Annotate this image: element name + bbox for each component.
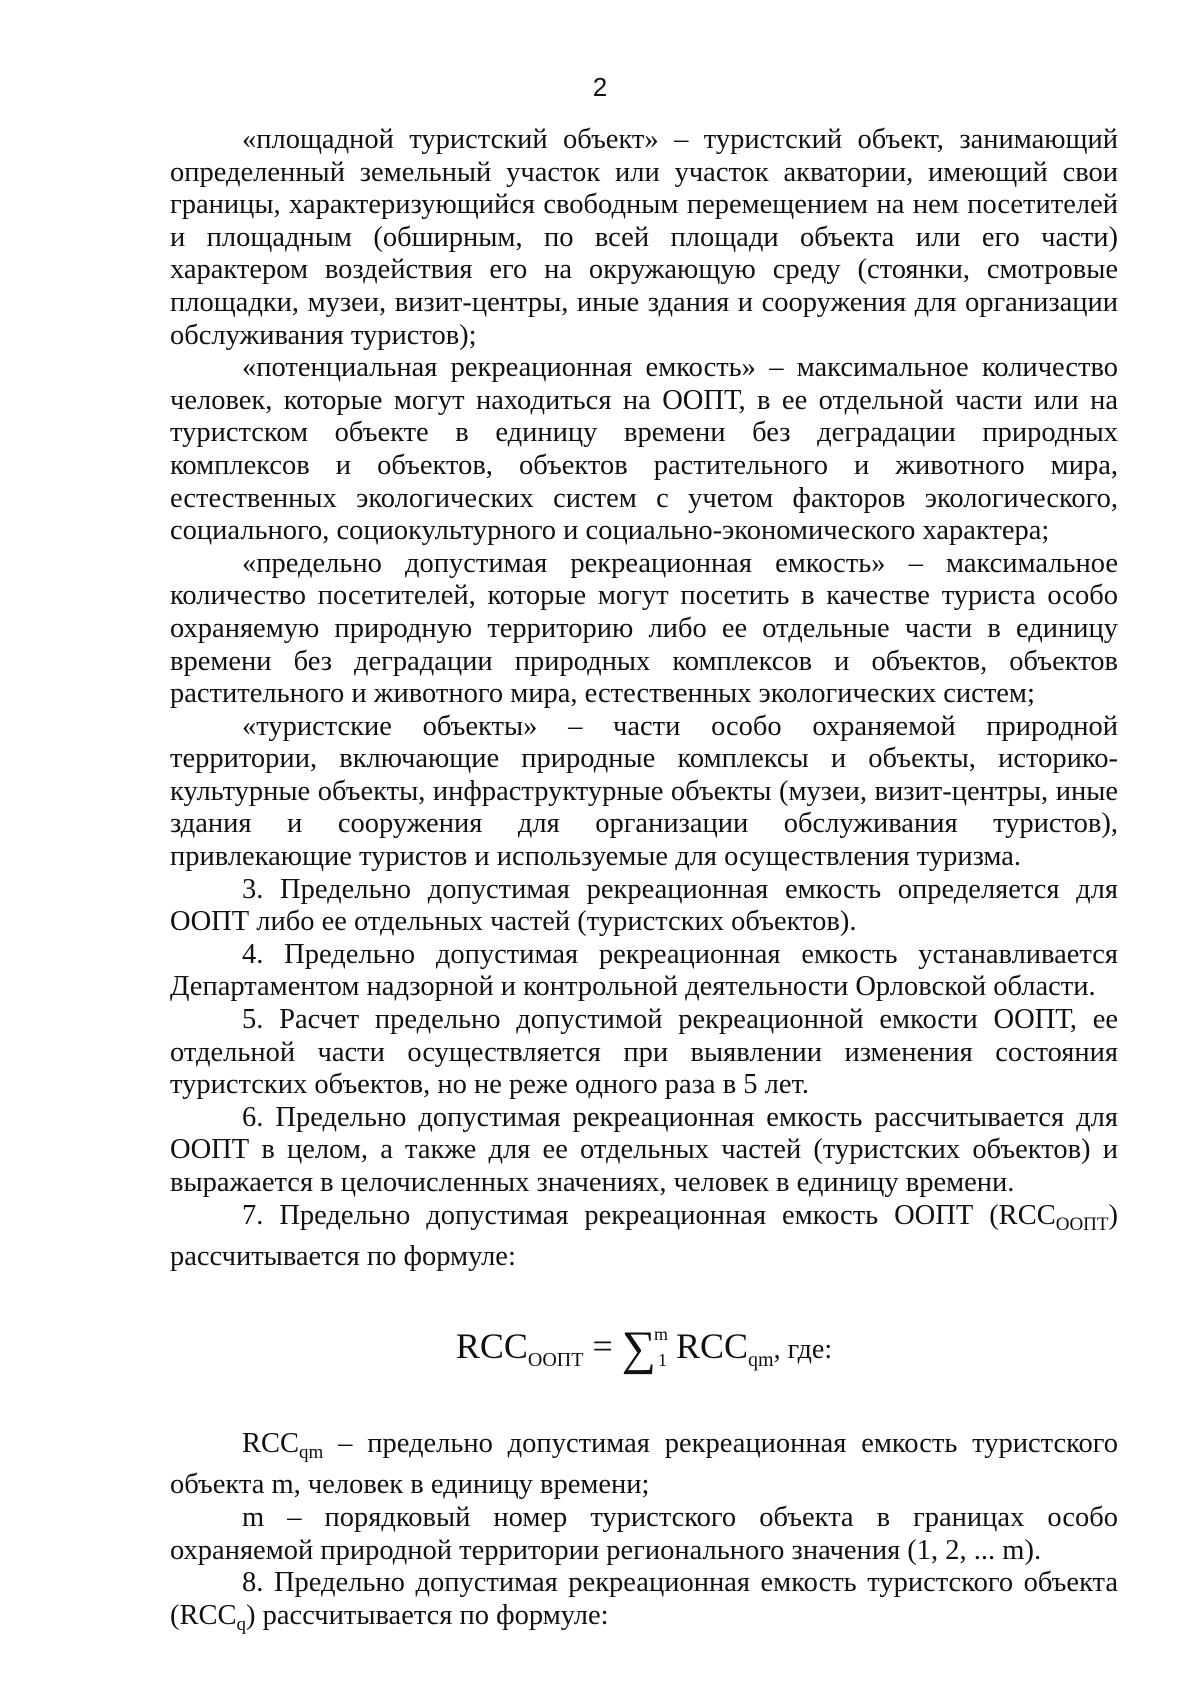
variable-definition-m — [170, 1502, 1118, 1567]
capacity-sum-formula — [170, 1322, 1118, 1384]
summation-upper-limit: m — [653, 1323, 668, 1344]
document-body — [170, 124, 1118, 1641]
formula-rhs-subscript: qm — [748, 1348, 774, 1371]
clause-7-text-end: ) рассчитывается по формуле: — [170, 1199, 1118, 1273]
formula-lhs-subscript: ООПТ — [527, 1348, 584, 1371]
clause-7-text-start: 7. Предельно допустимая рекреационная емкость ООПТ (RCC — [242, 1199, 1056, 1231]
summation-symbol: ∑ — [621, 1321, 656, 1375]
clause-8-subscript: q — [236, 1613, 247, 1635]
clause-5-paragraph: 5. Расчет предельно допустимой рекреационной емкости ООПТ, ее отдельной части осуществляется при выявлении изменения состояния туристских объектов, но не реже одного раза в 5 лет. — [170, 1004, 1118, 1101]
formula-lhs: RCC — [455, 1325, 528, 1366]
variable-term: RCC — [242, 1427, 300, 1459]
definition-paragraph-area-object: «площадной туристский объект» – туристский объект, занимающий определенный земельный участок или участок акватории, имеющий свои границы, характеризующийся свободным перемещением на нем посетителей и площадным (обширным, по всей площади объекта или его части) характером воздействия его на окружающую среду (стоянки, смотровые площадки, музеи, визит-центры, иные здания и сооружения для организации обслуживания туристов); — [170, 124, 1118, 351]
summation-lower-limit: 1 — [657, 1349, 667, 1370]
clause-7-paragraph — [170, 1200, 1118, 1274]
clause-4-paragraph: 4. Предельно допустимая рекреационная емкость устанавливается Департаментом надзорной и контрольной деятельности Орловской области. — [170, 938, 1118, 1003]
clause-7-subscript: ООПТ — [1055, 1213, 1109, 1235]
formula-rhs: RCC — [675, 1325, 749, 1366]
definition-paragraph-potential-capacity: «потенциальная рекреационная емкость» – максимальное количество человек, которые могут находиться на ООПТ, в ее отдельной части или на туристском объекте в единицу времени без деградации природных комплексов и объектов, объектов растительного и животного мира, естественных экологических систем с учетом факторов экологического, социального, социокультурного и социально-экономического характера; — [170, 352, 1118, 547]
definition-paragraph-tourist-objects: «туристские объекты» – части особо охраняемой природной территории, включающие природные комплексы и объекты, историко-культурные объекты, инфраструктурные объекты (музеи, визит-центры, иные здания и сооружения для организации обслуживания туристов), привлекающие туристов и используемые для осуществления туризма. — [170, 710, 1118, 873]
clause-8-paragraph — [170, 1567, 1118, 1641]
clause-8-text-end: ) рассчитывается по формуле: — [246, 1599, 609, 1631]
page-number: 2 — [592, 72, 608, 102]
formula-where: , где: — [773, 1333, 833, 1365]
clause-6-paragraph: 6. Предельно допустимая рекреационная емкость рассчитывается для ООПТ в целом, а также для ее отдельных частей (туристских объектов) и выражается в целочисленных значениях, человек в единицу времени. — [170, 1101, 1118, 1198]
clause-3-paragraph: 3. Предельно допустимая рекреационная емкость определяется для ООПТ либо ее отдельных частей (туристских объектов). — [170, 873, 1118, 938]
definition-paragraph-max-capacity: «предельно допустимая рекреационная емкость» – максимальное количество посетителей, которые могут посетить в качестве туриста особо охраняемую природную территорию либо ее отдельные части в единицу времени без деградации природных комплексов и объектов, объектов растительного и животного мира, естественных экологических систем; — [170, 547, 1118, 710]
variable-term: m — [242, 1501, 265, 1533]
variable-description: – предельно допустимая рекреационная емкость туристского объекта m, человек в единицу времени; — [170, 1427, 1118, 1501]
variable-definition-rccqm — [170, 1428, 1118, 1502]
formula-equals: = — [592, 1325, 613, 1366]
variable-term-subscript: qm — [299, 1441, 324, 1463]
clause-8-text-start: 8. Предельно допустимая рекреационная емкость туристского объекта (RCC — [170, 1567, 1118, 1631]
variable-description: – порядковый номер туристского объекта в границах особо охраняемой природной территории регионального значения (1, 2, ... m). — [170, 1501, 1118, 1566]
